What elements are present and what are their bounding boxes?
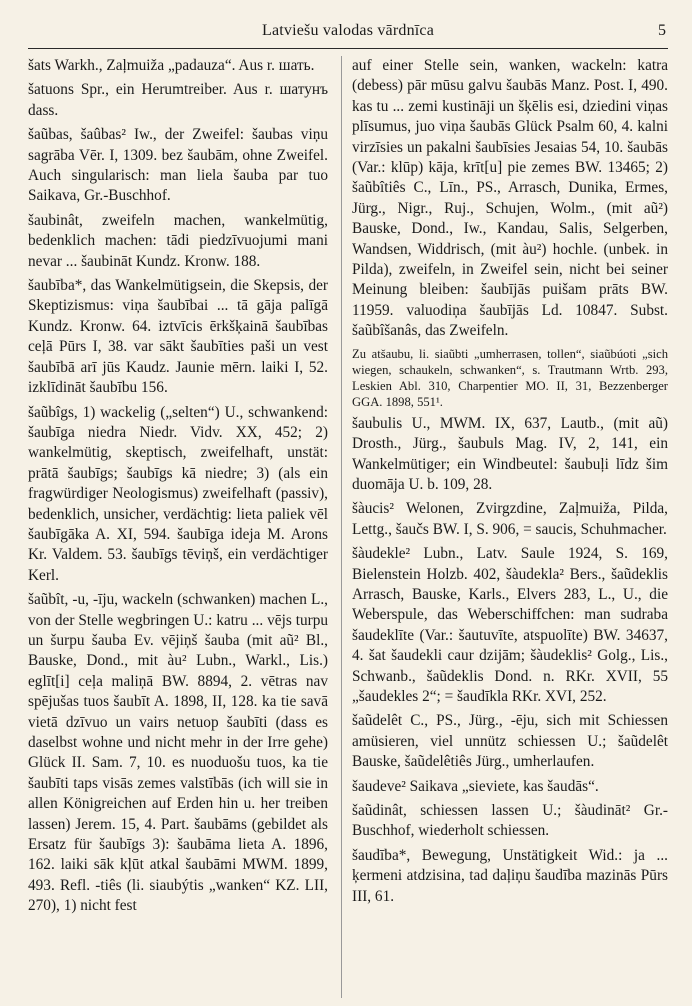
header-rule xyxy=(28,48,668,49)
entry-saubigs: šaũbîgs, 1) wackelig („selten“) U., schwankend: šaubīga niedra Niedr. Vidv. XX, 452; 2) wankelmütig, skeptisch, zweifelhaft, unstät: prātā šaubīgs; šaubīgs kā niedre; 3) (als ein fragwürdiger Neologismus) zweifelhaft (passiv), bedenklich, unsicher, verdächtig: lieta paliek vēl šaubīgāka A. XI, 594. šaubīga ideja M. Arons Kr. Valdem. 53. šaubīgs tēviņš, ein verdächtiger Kerl. xyxy=(28,403,328,584)
column-divider xyxy=(341,56,342,998)
entry-saubas: šaũbas, šaûbas² Iw., der Zweifel: šaubas viņu sagrāba Vēr. I, 1309. bez šaubām, ohne Zweifel. Auch singularisch: man liela šauba par tuo Saikava, Gr.-Buschhof. xyxy=(28,126,328,205)
entry-sats: šats Warkh., Zaļmuiža „padauza“. Aus r. шать. xyxy=(28,57,315,74)
etymology-note: Zu atšaubu, li. siaũbti „umherrasen, tollen“, siaũbúoti „sich wiegen, schaukeln, schwanken“, s. Trautmann Wrtb. 293, Leskien Abl. 310, Charpentier MO. II, 31, Bezzenberger GGA. 1898, 551¹. xyxy=(352,346,668,409)
entry-saubit: šaũbît, -u, -īju, wackeln (schwanken) machen L., von der Stelle wegbringen U.: katru ... vējs turpu un šurpu šauba Ev. vējiņš šauba (mit aũ² Bl., Bauske, Dond., mit àu² Lubn., Warkl., Lis.) eglīt[i] ceļa maliņā BW. 8894, 2. vētras nav spējušas tuos šaubīt A. 1898, II, 128. ka tie savā vietā dzīvuo un vairs netuop šaubīti (dass es daselbst wohne und nicht mehr in der Irre gehe) Glück II. Sam. 7, 10. es nuoduošu tuos, ka tie šaubīti taps visās zemes valstībās (ich will sie in allen Königreichen auf Erden hin u. her treiben lassen) Jerem. 15, 4. Part. šaubāms (gebildet als Ersatz für šaubīgs 3): šaubāma lieta A. 1896, 162. laiki sāk kļūt atkal šaubāmi MWM. 1899, 493. Refl. -tiês (li. siaubýtis „wanken“ KZ. LII, 270), 1) nicht fest xyxy=(28,591,328,915)
entry-saubinat: šaubinât, zweifeln machen, wankelmütig, bedenklich machen: tādi piedzīvuojumi mani nevar ... šaubināt Kundz. Kronw. 188. xyxy=(28,211,328,270)
entry-saudeve: šaudeve² Saikava „sieviete, kas šaudās“. xyxy=(352,777,599,795)
right-column xyxy=(352,56,668,1006)
entry-saucis: šàucis² Welonen, Zvirgzdine, Zaļmuiža, Pilda, Lettg., šaučs BW. I, S. 906, = saucis, Schuhmacher. xyxy=(352,500,668,538)
entry-saubit-continued: auf einer Stelle sein, wanken, wackeln: katra (debess) pār mūsu galvu šaubās Manz. Post. I, 490. kas tu ... zemi kustināji un šķēlis esi, dziedini viņas plīsumus, juo viņa šaubās Glück Psalm 60, 4. kalni virzīsies un pakalni šaubīsies Jesaias 54, 10. šaubās (Var.: klūp) kāja, krīt[u] pie zemes BW. 13465; 2) šaũbîtiês C., Līn., PS., Arrasch, Dunika, Ermes, Jürg., Nigr., Ruj., Schujen, Wolm., (mit aũ²) Bauske, Dond., Iw., Kandau, Salis, Selgerben, Wandsen, Widdrisch, (mit àu²) hochle. (unbek. in Pilda), zweifeln, in Zweifel sein, nicht bei seiner Meinung bleiben: šaubījās puišam prāts BW. 11959. valuodiņa šaubījās Ld. 10847. Subst. šaũbîšanâs, das Zweifeln. xyxy=(352,57,668,340)
entry-saudinat: šaũdinât, schiessen lassen U.; šàudināt² Gr.-Buschhof, wiederholt schiessen. xyxy=(352,802,668,840)
entry-saubulis: šaubulis U., MWM. IX, 637, Lautb., (mit aũ) Drosth., Jürg., šaubuls Mag. IV, 2, 141, ein Wankelmütiger; ein Windbeutel: šaubuļi līdz šim duomāja U. b. 109, 28. xyxy=(352,414,668,493)
page-number: 5 xyxy=(658,22,666,39)
entry-saubiba: šaubība*, das Wankelmütigsein, die Skepsis, der Skeptizismus: viņa šaubībai ... tā gāja palīgā Kundz. Kronw. 64. iztvīcis ērkšķainā šaubības ceļā Pūrs I, 38. var sākt šaubīties paši un vest šaubībā arī jūs Kaudz. Jaunie mērn. laiki I, 52. izklīdināt šaubību 156. xyxy=(28,277,328,397)
page-header xyxy=(28,18,668,44)
dictionary-title: Latviešu valodas vārdnīca xyxy=(261,22,435,39)
left-column xyxy=(28,56,328,1006)
entry-saudiba: šaudība*, Bewegung, Unstätigkeit Wid.: ja ... ķermeni atdzisina, tad daļiņu šaudība mazinās Pūrs III, 61. xyxy=(352,846,668,905)
entry-satuons: šatuons Spr., ein Herumtreiber. Aus r. шатунъ dass. xyxy=(28,81,328,119)
entry-saudekle: šàudekle² Lubn., Latv. Saule 1924, S. 169, Bielenstein Holzb. 402, šàudekla² Bers., šaũdeklis Arrasch, Bauske, Karls., Elvers 283, L., U., die Weberspule, das Weberschiffchen: man sudraba šaudeklīte (Var.: šautuvīte, atspuolīte) BW. 34637, 4. šat šaudekli caur dzijām; šàudeklis² Golg., Lis., Schwanb., šaũdeklis Dond. n. RKr. XVII, 55 „šaudekles 2“; = šaudīkla RKr. XVI, 252. xyxy=(352,545,668,705)
entry-saudelet: šaũdelêt C., PS., Jürg., -ēju, sich mit Schiessen amüsieren, viel unnütz schiessen U.; šaũdelêt Bauske, šaũdelêtiês Jürg., umherlaufen. xyxy=(352,712,668,771)
